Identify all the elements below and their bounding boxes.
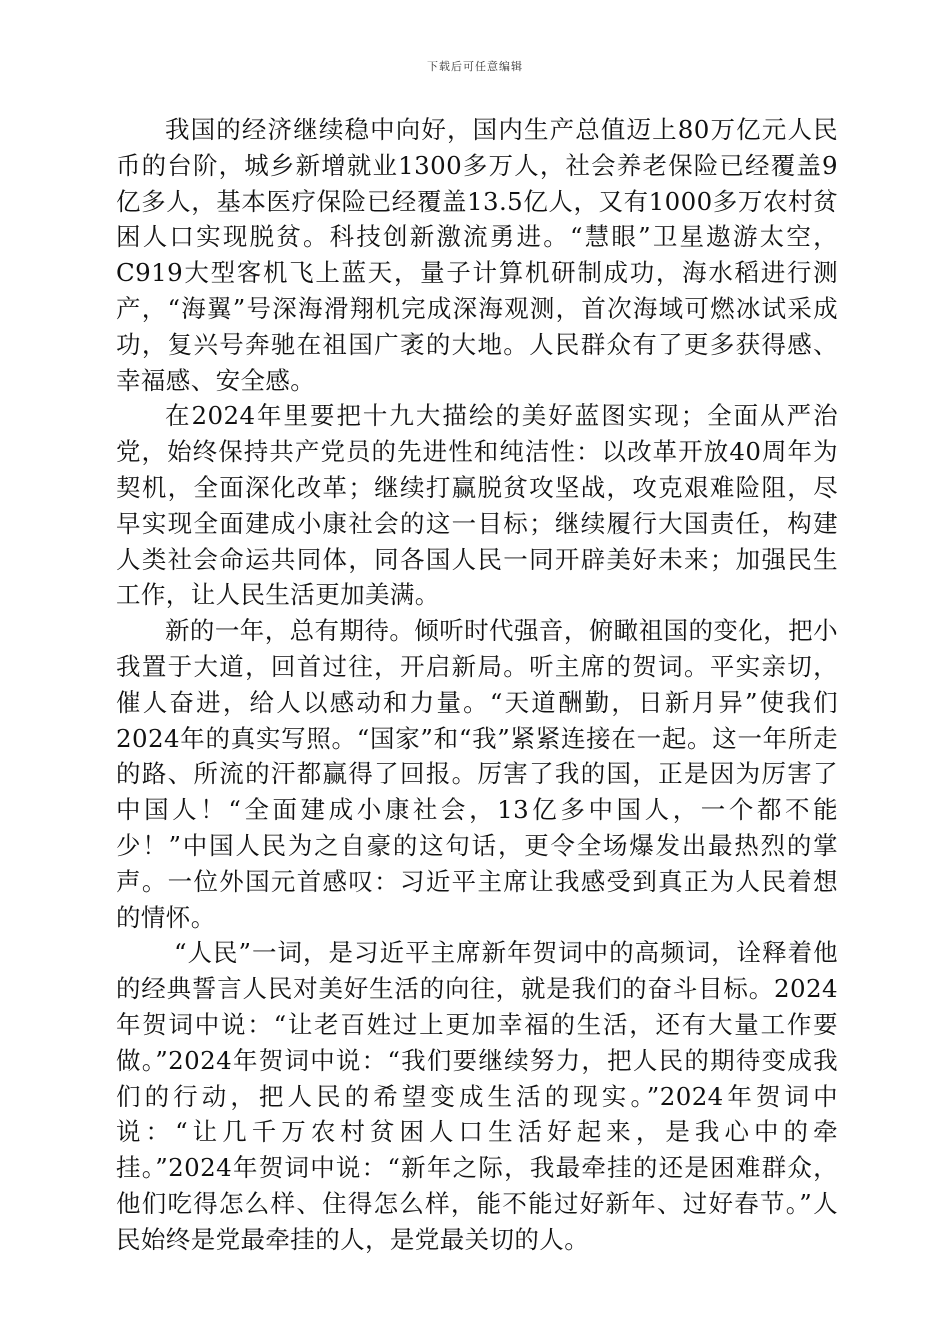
paragraph-people: “人民”一词，是习近平主席新年贺词中的高频词，诠释着他的经典誓言人民对美好生活的向往，就是我们的奋斗目标。2024年贺词中说：“让老百姓过上更加幸福的生活，还有大量工作要做。”2024年贺词中说：“我们要继续努力，把人民的期待变成我们的行动，把人民的希望变成生活的现实。”2024年贺词中说：“让几千万农村贫困人口生活好起来，是我心中的牵挂。”2024年贺词中说：“新年之际，我最牵挂的还是困难群众，他们吃得怎么样、住得怎么样，能不能过好新年、过好春节。”人民始终是党最牵挂的人，是党最关切的人。: [116, 938, 838, 1254]
paragraph-new-year: 新的一年，总有期待。倾听时代强音，俯瞰祖国的变化，把小我置于大道，回首过往，开启新局。听主席的贺词。平实亲切，催人奋进，给人以感动和力量。“天道酬勤，日新月异”使我们2024年的真实写照。“国家”和“我”紧紧连接在一起。这一年所走的路、所流的汗都赢得了回报。厉害了我的国，正是因为厉害了中国人！“全面建成小康社会，13亿多中国人，一个都不能少！”中国人民为之自豪的这句话，更令全场爆发出最热烈的掌声。一位外国元首感叹：习近平主席让我感受到真正为人民着想的情怀。: [116, 616, 838, 932]
paragraph-economy: 我国的经济继续稳中向好，国内生产总值迈上80万亿元人民币的台阶，城乡新增就业1300多万人，社会养老保险已经覆盖9亿多人，基本医疗保险已经覆盖13.5亿人，又有1000多万农村贫困人口实现脱贫。科技创新激流勇进。“慧眼”卫星遨游太空，C919大型客机飞上蓝天，量子计算机研制成功，海水稻进行测产，“海翼”号深海滑翔机完成深海观测，首次海域可燃冰试采成功，复兴号奔驰在祖国广袤的大地。人民群众有了更多获得感、幸福感、安全感。: [116, 115, 838, 395]
document-body: [116, 112, 838, 1258]
header-note: 下载后可任意编辑: [427, 60, 523, 73]
paragraph-blueprint: 在2024年里要把十九大描绘的美好蓝图实现；全面从严治党，始终保持共产党员的先进性和纯洁性：以改革开放40周年为契机，全面深化改革；继续打赢脱贫攻坚战，攻克艰难险阻，尽早实现全面建成小康社会的这一目标；继续履行大国责任，构建人类社会命运共同体，同各国人民一同开辟美好未来；加强民生工作，让人民生活更加美满。: [116, 401, 838, 610]
